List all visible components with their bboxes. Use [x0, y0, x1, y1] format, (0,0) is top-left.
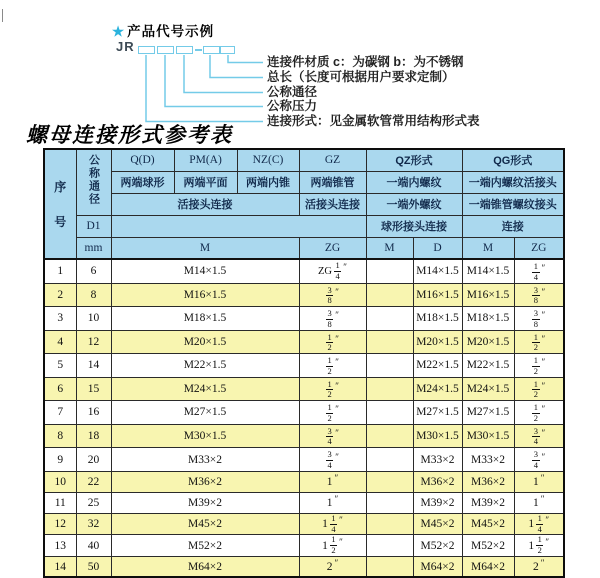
header-qg-row3: 一端锥管螺纹接头 [462, 193, 564, 215]
cell-gz-zg: $\frac{3}{4}$ ″ [299, 424, 366, 448]
cell-qz-m [366, 513, 413, 535]
cell-qz-m [366, 471, 413, 492]
cell-seq: 4 [44, 330, 76, 354]
cell-qg-zg: $\frac{1}{2}$ ″ [514, 377, 564, 401]
product-code-prefix: JR [116, 39, 135, 54]
cell-qz-d: M64×2 [413, 556, 462, 577]
cell-qg-zg: 1 $\frac{1}{2}$ ″ [514, 535, 564, 557]
section-title: 螺母连接形式参考表 [26, 122, 233, 147]
table-row [44, 513, 564, 535]
cell-seq: 5 [44, 354, 76, 378]
header-q-sub: 两端球形 [111, 171, 174, 193]
cell-qg-m: M16×1.5 [462, 283, 514, 307]
cell-qg-m: M64×2 [462, 556, 514, 577]
cell-qz-m [366, 259, 413, 283]
table-row [44, 448, 564, 472]
cell-m: M24×1.5 [111, 377, 299, 401]
cell-m: M64×2 [111, 556, 299, 577]
header-dn-text: 公称通径 [87, 153, 100, 206]
cell-dn: 6 [76, 259, 111, 283]
cell-qz-m [366, 377, 413, 401]
cell-m: M27×1.5 [111, 401, 299, 425]
cell-qg-m: M20×1.5 [462, 330, 514, 354]
cell-qz-m [366, 424, 413, 448]
header-col-qz: QZ形式 [366, 149, 462, 171]
header-seq [44, 149, 76, 259]
cell-m: M39×2 [111, 492, 299, 513]
cell-qg-zg: 1 ″ [514, 492, 564, 513]
cell-qg-m: M24×1.5 [462, 377, 514, 401]
cell-dn: 40 [76, 535, 111, 557]
cell-qg-m: M45×2 [462, 513, 514, 535]
table-row [44, 471, 564, 492]
header-zg: ZG [299, 237, 366, 259]
cell-m: M20×1.5 [111, 330, 299, 354]
cell-qz-d: M33×2 [413, 448, 462, 472]
cell-gz-zg: $\frac{1}{2}$ ″ [299, 401, 366, 425]
header-pm-sub: 两端平面 [174, 171, 237, 193]
diagram-label-pressure: 公称压力 [267, 99, 318, 113]
cell-qz-m [366, 330, 413, 354]
cell-qz-d: M18×1.5 [413, 307, 462, 331]
cell-qg-m: M27×1.5 [462, 401, 514, 425]
cell-m: M18×1.5 [111, 307, 299, 331]
header-union-left: 活接头连接 [111, 193, 299, 215]
cell-m: M16×1.5 [111, 283, 299, 307]
cell-dn: 14 [76, 354, 111, 378]
cell-qz-d: M45×2 [413, 513, 462, 535]
header-seq-char2: 号 [54, 215, 67, 229]
table-row [44, 307, 564, 331]
header-m: M [111, 237, 299, 259]
cell-dn: 10 [76, 307, 111, 331]
header-qg-m: M [462, 237, 514, 259]
table-row [44, 283, 564, 307]
header-qz-row2: 一端内螺纹 [366, 171, 462, 193]
header-qg-row4: 连接 [462, 215, 564, 237]
cell-gz-zg: 1 $\frac{1}{2}$ ″ [299, 535, 366, 557]
diagram-label-conn-form: 连接形式：见金属软管常用结构形式表 [267, 114, 480, 128]
cell-seq: 3 [44, 307, 76, 331]
header-mm: mm [76, 237, 111, 259]
diagram-label-length: 总长（长度可根据用户要求定制） [267, 70, 455, 84]
cell-qz-m [366, 283, 413, 307]
header-qg-zg: ZG [514, 237, 564, 259]
cell-qz-d: M16×1.5 [413, 283, 462, 307]
cell-gz-zg: 2 ″ [299, 556, 366, 577]
header-qz-m: M [366, 237, 413, 259]
table-row [44, 259, 564, 283]
header-dn [76, 149, 111, 215]
cell-qz-m [366, 354, 413, 378]
cell-qz-d: M36×2 [413, 471, 462, 492]
cell-seq: 6 [44, 377, 76, 401]
cell-qz-d: M14×1.5 [413, 259, 462, 283]
table-row [44, 492, 564, 513]
diagram-title-text: 产品代号示例 [127, 24, 215, 39]
cell-qz-m [366, 448, 413, 472]
cell-seq: 8 [44, 424, 76, 448]
cell-gz-zg: ZG $\frac{1}{4}$ ″ [299, 259, 366, 283]
cell-gz-zg: 1 ″ [299, 471, 366, 492]
cell-qg-zg: 1 ″ [514, 471, 564, 492]
cell-dn: 18 [76, 424, 111, 448]
cell-qg-m: M36×2 [462, 471, 514, 492]
cell-m: M52×2 [111, 535, 299, 557]
cell-dn: 15 [76, 377, 111, 401]
cell-seq: 10 [44, 471, 76, 492]
header-qz-row3: 一端外螺纹 [366, 193, 462, 215]
cell-m: M45×2 [111, 513, 299, 535]
table-row [44, 354, 564, 378]
star-icon: ★ [112, 24, 126, 39]
cell-qg-zg: $\frac{3}{8}$ ″ [514, 307, 564, 331]
cell-qg-zg: $\frac{3}{8}$ ″ [514, 283, 564, 307]
header-union-gz: 活接头连接 [299, 193, 366, 215]
header-col-qg: QG形式 [462, 149, 564, 171]
cell-seq: 7 [44, 401, 76, 425]
cell-qg-m: M18×1.5 [462, 307, 514, 331]
table-row [44, 377, 564, 401]
cell-m: M30×1.5 [111, 424, 299, 448]
cell-qg-zg: 1 $\frac{1}{4}$ ″ [514, 513, 564, 535]
table-row [44, 401, 564, 425]
header-col-q: Q(D) [111, 149, 174, 171]
cell-dn: 16 [76, 401, 111, 425]
cell-qz-d: M30×1.5 [413, 424, 462, 448]
header-col-gz: GZ [299, 149, 366, 171]
cell-gz-zg: $\frac{3}{4}$ ″ [299, 448, 366, 472]
header-nz-sub: 两端内锥 [237, 171, 299, 193]
cell-gz-zg: 1 ″ [299, 492, 366, 513]
header-qz-row4: 球形接头连接 [366, 215, 462, 237]
cell-m: M22×1.5 [111, 354, 299, 378]
cell-m: M33×2 [111, 448, 299, 472]
table-row [44, 330, 564, 354]
cell-seq: 14 [44, 556, 76, 577]
cell-seq: 12 [44, 513, 76, 535]
cell-qg-zg: $\frac{3}{4}$ ″ [514, 424, 564, 448]
cell-dn: 12 [76, 330, 111, 354]
cell-dn: 20 [76, 448, 111, 472]
cell-qg-zg: $\frac{1}{2}$ ″ [514, 401, 564, 425]
cell-qg-m: M52×2 [462, 535, 514, 557]
cell-seq: 11 [44, 492, 76, 513]
cell-qz-m [366, 535, 413, 557]
cell-gz-zg: $\frac{1}{2}$ ″ [299, 330, 366, 354]
header-gz-sub: 两端锥管 [299, 171, 366, 193]
cell-qz-d: M20×1.5 [413, 330, 462, 354]
cell-dn: 32 [76, 513, 111, 535]
cell-qz-d: M27×1.5 [413, 401, 462, 425]
cell-qz-d: M39×2 [413, 492, 462, 513]
cell-seq: 13 [44, 535, 76, 557]
cell-qg-zg: 2 ″ [514, 556, 564, 577]
cell-qg-zg: $\frac{1}{4}$ ″ [514, 259, 564, 283]
cell-qg-m: M39×2 [462, 492, 514, 513]
cell-gz-zg: 1 $\frac{1}{4}$ ″ [299, 513, 366, 535]
cell-dn: 50 [76, 556, 111, 577]
header-qg-row2: 一端内螺纹活接头 [462, 171, 564, 193]
cell-qg-m: M30×1.5 [462, 424, 514, 448]
header-blank-cell [111, 215, 366, 237]
nut-connection-table [43, 148, 565, 578]
cell-seq: 9 [44, 448, 76, 472]
cell-gz-zg: $\frac{3}{8}$ ″ [299, 307, 366, 331]
cell-qz-m [366, 492, 413, 513]
diagram-label-material: 连接件材质 c：为碳钢 b：为不锈钢 [267, 55, 464, 69]
header-d1: D1 [76, 215, 111, 237]
cell-qg-m: M14×1.5 [462, 259, 514, 283]
cell-gz-zg: $\frac{1}{2}$ ″ [299, 354, 366, 378]
cell-qg-zg: $\frac{3}{4}$ ″ [514, 448, 564, 472]
cell-qz-d: M52×2 [413, 535, 462, 557]
cell-dn: 22 [76, 471, 111, 492]
table-row [44, 535, 564, 557]
cell-qz-d: M22×1.5 [413, 354, 462, 378]
cell-qz-d: M24×1.5 [413, 377, 462, 401]
cell-gz-zg: $\frac{1}{2}$ ″ [299, 377, 366, 401]
cell-gz-zg: $\frac{3}{8}$ ″ [299, 283, 366, 307]
cell-m: M14×1.5 [111, 259, 299, 283]
cell-dn: 25 [76, 492, 111, 513]
header-col-pm: PM(A) [174, 149, 237, 171]
header-qz-d: D [413, 237, 462, 259]
header-col-nz: NZ(C) [237, 149, 299, 171]
cell-qg-zg: $\frac{1}{2}$ ″ [514, 330, 564, 354]
cell-qz-m [366, 401, 413, 425]
cell-qg-zg: $\frac{1}{2}$ ″ [514, 354, 564, 378]
diagram-label-diameter: 公称通径 [267, 85, 318, 99]
cell-qg-m: M33×2 [462, 448, 514, 472]
cell-seq: 2 [44, 283, 76, 307]
cell-dn: 8 [76, 283, 111, 307]
table-row [44, 424, 564, 448]
table-body [44, 259, 564, 577]
cell-qg-m: M22×1.5 [462, 354, 514, 378]
header-seq-char1: 序 [54, 180, 67, 194]
cell-qz-m [366, 307, 413, 331]
cell-seq: 1 [44, 259, 76, 283]
table-header [44, 149, 564, 259]
cell-m: M36×2 [111, 471, 299, 492]
